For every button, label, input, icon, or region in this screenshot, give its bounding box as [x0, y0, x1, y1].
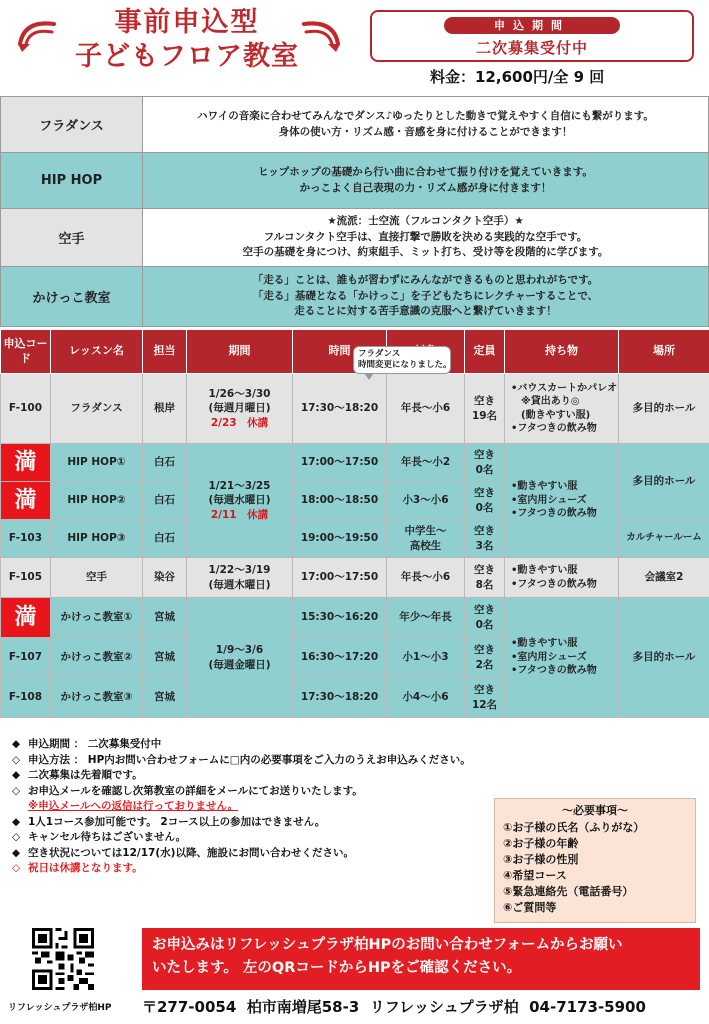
capacity-cell [465, 482, 505, 520]
item-line: •室内用シューズ [511, 651, 587, 663]
capacity-cell [465, 678, 505, 718]
note-item [12, 753, 482, 769]
required-item: ③お子様の性別 [503, 852, 579, 866]
teacher-cell: 宮城 [143, 678, 187, 718]
note-text: 申込方法 ： HP内お問い合わせフォームに□内の必要事項をご入力のうえお申込みください。 [28, 753, 471, 766]
description-line: 「走る」基礎となる「かけっこ」を子どもたちにレクチャーすることで、 [252, 289, 599, 302]
capacity-cell [465, 374, 505, 444]
title-line-1: 事前申込型 [114, 7, 260, 38]
period-weekday: (毎週月曜日) [208, 402, 271, 415]
footer-address: 〒277-0054 柏市南増尾58-3 リフレッシュプラザ柏 04-7173-5900 [142, 998, 646, 1016]
time-cell: 17:30～18:20 [293, 678, 387, 718]
notes-list [12, 737, 482, 877]
note-text: 申込期間 ： 二次募集受付中 [28, 738, 162, 750]
time-value: 17:30～18:20 [300, 402, 379, 415]
period-dates: 1/21～3/25 [208, 480, 271, 493]
time-change-callout [353, 346, 451, 374]
note-item [12, 846, 482, 862]
header-teacher: 担当 [143, 330, 187, 374]
note-text: 二次募集は先着順です。 [28, 769, 143, 782]
lesson-cell: HIP HOP① [51, 444, 143, 482]
description-row-kakekko [1, 267, 709, 327]
period-value: 二次募集受付中 [475, 39, 588, 57]
capacity-value: 19名 [471, 409, 498, 422]
full-badge: 満 [1, 482, 51, 520]
teacher-cell: 白石 [143, 520, 187, 558]
target-line: 中学生～ [404, 525, 447, 538]
description-row-hula [1, 97, 709, 153]
item-line: (動きやすい服) [511, 409, 591, 421]
diamond-bullet-icon: ◆ [12, 846, 21, 859]
time-cell: 18:00～18:50 [293, 482, 387, 520]
full-badge: 満 [1, 598, 51, 638]
class-name: フラダンス [1, 97, 143, 153]
time-cell: 17:00～17:50 [293, 444, 387, 482]
code-cell: F-100 [1, 374, 51, 444]
teacher-cell: 宮城 [143, 598, 187, 638]
capacity-label: 空き [474, 395, 495, 408]
item-line: •フタつきの飲み物 [511, 508, 597, 520]
header-items: 持ち物 [505, 330, 619, 374]
item-line: •フタつきの飲み物 [511, 578, 597, 590]
description-row-hiphop [1, 153, 709, 209]
class-name: 空手 [1, 209, 143, 267]
lesson-cell: かけっこ教室② [51, 638, 143, 678]
period-cell [187, 598, 293, 718]
teacher-cell: 白石 [143, 444, 187, 482]
holiday-note: 2/23 休講 [210, 416, 269, 429]
schedule-table [0, 329, 709, 718]
place-cell: 多目的ホール [619, 598, 709, 718]
period-dates: 1/22～3/19 [208, 564, 271, 577]
item-line: •動きやすい服 [511, 565, 578, 576]
target-cell: 小1～小3 [387, 638, 465, 678]
cta-banner [142, 928, 700, 990]
period-weekday: (毎週水曜日) [208, 494, 271, 507]
period-cell [187, 374, 293, 444]
note-item [12, 815, 482, 831]
note-text: 空き状況については12/17(水)以降、施設にお問い合わせください。 [28, 846, 354, 859]
qr-code-icon[interactable] [32, 928, 94, 990]
table-row [1, 374, 709, 444]
diamond-bullet-icon: ◆ [12, 815, 21, 828]
diamond-bullet-icon: ◆ [12, 738, 21, 750]
item-line: •フタつきの飲み物 [511, 665, 597, 677]
note-item [12, 737, 482, 753]
target-cell: 年少～年長 [387, 598, 465, 638]
item-line: •動きやすい服 [511, 481, 578, 493]
lesson-cell: 空手 [51, 558, 143, 598]
place-cell: 多目的ホール [619, 444, 709, 520]
items-cell [505, 598, 619, 718]
header-time: 時間 [293, 330, 387, 374]
note-indent [12, 799, 28, 815]
target-cell: 年長～小2 [387, 444, 465, 482]
class-name: かけっこ教室 [1, 267, 143, 327]
period-cell [187, 444, 293, 558]
description-line: ハワイの音楽に合わせてみんなでダンス♪ゆったりとした動きで覚えやすく自信にも繋がります。 [197, 109, 654, 122]
capacity-value: 0名 [475, 501, 494, 514]
capacity-cell [465, 598, 505, 638]
item-line: •フタつきの飲み物 [511, 423, 597, 434]
item-line: •動きやすい服 [511, 638, 578, 650]
code-cell: F-103 [1, 520, 51, 558]
period-label: 申込期間 [444, 17, 620, 34]
items-cell [505, 374, 619, 444]
diamond-outline-bullet-icon: ◇ [12, 784, 21, 797]
target-cell: 年長～小6 [387, 558, 465, 598]
description-line: フルコンタクト空手は、直接打撃で勝敗を決める実践的な空手です。 [263, 230, 588, 243]
time-cell: 16:30～17:20 [293, 638, 387, 678]
table-row [1, 598, 709, 638]
full-badge: 満 [1, 444, 51, 482]
note-item [12, 861, 482, 877]
callout-line: 時間変更になりました。 [358, 360, 452, 371]
description-line: 身体の使い方・リズム感・音感を身に付けることができます！ [278, 125, 573, 138]
required-item: ⑤緊急連絡先（電話番号） [503, 884, 634, 898]
class-description-table [0, 96, 709, 327]
swirl-decoration-icon [298, 14, 344, 52]
capacity-label: 空き [474, 487, 495, 500]
period-cell [187, 558, 293, 598]
teacher-cell: 白石 [143, 482, 187, 520]
note-item [12, 768, 482, 784]
qr-label: リフレッシュプラザ柏HP [8, 1003, 112, 1013]
capacity-value: 8名 [475, 578, 494, 591]
class-description [143, 153, 709, 209]
holiday-note: 2/11 休講 [210, 508, 269, 521]
lesson-cell: かけっこ教室③ [51, 678, 143, 718]
class-name: HIP HOP [1, 153, 143, 209]
place-cell: 多目的ホール [619, 374, 709, 444]
page-title [72, 6, 302, 74]
diamond-outline-bullet-icon: ◇ [12, 753, 21, 766]
description-line: ヒップホップの基礎から行い曲に合わせて振り付けを覚えていきます。 [258, 165, 593, 178]
item-line: •バウスカートかパレオ [511, 382, 618, 394]
diamond-outline-bullet-icon: ◇ [12, 862, 21, 875]
capacity-value: 2名 [475, 658, 494, 671]
table-row [1, 444, 709, 482]
time-cell: 19:00～19:50 [293, 520, 387, 558]
lesson-cell: フラダンス [51, 374, 143, 444]
capacity-label: 空き [474, 449, 495, 462]
target-line: 高校生 [409, 539, 442, 552]
target-cell: 小3～小6 [387, 482, 465, 520]
note-text: 1人1コース参加可能です。 2コース以上の参加はできません。 [28, 815, 326, 828]
capacity-value: 0名 [475, 463, 494, 476]
place-cell: 会議室2 [619, 558, 709, 598]
place-cell: カルチャールーム [619, 520, 709, 558]
cta-line: いたします。 左のQRコードからHPをご確認ください。 [152, 960, 522, 977]
note-item [12, 784, 482, 800]
required-item: ⑥ご質問等 [503, 900, 557, 914]
application-period-box [370, 10, 694, 62]
lesson-cell: HIP HOP③ [51, 520, 143, 558]
header-code: 申込コード [1, 330, 51, 374]
required-item: ②お子様の年齢 [503, 836, 579, 850]
header-capacity: 定員 [465, 330, 505, 374]
description-line: 空手の基礎を身につけ、約束組手、ミット打ち、受け等を段階的に学びます。 [242, 246, 609, 259]
title-line-2: 子どもフロア教室 [75, 40, 299, 72]
capacity-label: 空き [474, 564, 495, 577]
capacity-cell [465, 444, 505, 482]
note-warning-text: ※申込メールへの返信は行っておりません。 [28, 800, 239, 813]
header-place: 場所 [619, 330, 709, 374]
capacity-label: 空き [474, 684, 495, 697]
swirl-decoration-icon [14, 14, 60, 52]
note-item [12, 799, 482, 815]
required-item: ④希望コース [503, 868, 567, 882]
callout-line: フラダンス [358, 349, 401, 359]
note-item [12, 830, 482, 846]
fee-text: 料金：12,600円/全 9 回 [430, 68, 605, 86]
cta-line: お申込みはリフレッシュプラザ柏HPのお問い合わせフォームからお願い [152, 937, 623, 953]
period-dates: 1/26～3/30 [208, 388, 271, 401]
class-description [143, 97, 709, 153]
item-line: ※貸出あり◎ [511, 396, 580, 407]
capacity-label: 空き [474, 644, 495, 657]
header [0, 0, 709, 96]
period-weekday: (毎週金曜日) [208, 658, 271, 671]
table-row [1, 558, 709, 598]
capacity-label: 空き [474, 604, 495, 617]
note-text: お申込メールを確認し次第教室の詳細をメールにてお送りいたします。 [28, 784, 363, 797]
header-period: 期間 [187, 330, 293, 374]
capacity-cell [465, 638, 505, 678]
period-dates: 1/9～3/6 [215, 644, 264, 657]
description-row-karate [1, 209, 709, 267]
target-cell [387, 520, 465, 558]
teacher-cell: 根岸 [143, 374, 187, 444]
description-line: 「走る」ことは、誰もが習わずにみんなができるものと思われがちです。 [252, 273, 599, 286]
item-line: •室内用シューズ [511, 494, 587, 506]
capacity-cell [465, 558, 505, 598]
note-text: キャンセル待ちはございません。 [28, 831, 187, 844]
description-line: ★流派：士空流（フルコンタクト空手）★ [327, 214, 524, 227]
description-line: 走ることに対する苦手意識の克服へと繋げていきます！ [294, 305, 557, 318]
required-items-box [494, 798, 696, 923]
target-cell: 小4～小6 [387, 678, 465, 718]
diamond-bullet-icon: ◆ [12, 769, 21, 782]
capacity-value: 0名 [475, 618, 494, 631]
teacher-cell: 染谷 [143, 558, 187, 598]
code-cell: F-108 [1, 678, 51, 718]
period-weekday: (毎週木曜日) [208, 578, 271, 591]
target-cell: 年長～小6 [387, 374, 465, 444]
items-cell [505, 444, 619, 558]
time-cell: 15:30～16:20 [293, 598, 387, 638]
teacher-cell: 宮城 [143, 638, 187, 678]
code-cell: F-107 [1, 638, 51, 678]
time-cell: 17:00～17:50 [293, 558, 387, 598]
capacity-cell [465, 520, 505, 558]
lesson-cell: かけっこ教室① [51, 598, 143, 638]
capacity-value: 3名 [475, 539, 494, 552]
code-cell: F-105 [1, 558, 51, 598]
capacity-label: 空き [474, 525, 495, 538]
items-cell [505, 558, 619, 598]
required-items-title: ～必要事項～ [562, 804, 628, 817]
class-description [143, 267, 709, 327]
required-item: ①お子様の氏名（ふりがな） [503, 820, 645, 834]
class-description [143, 209, 709, 267]
capacity-value: 12名 [471, 698, 498, 711]
lesson-cell: HIP HOP② [51, 482, 143, 520]
description-line: かっこよく自己表現の力・リズム感が身に付きます！ [299, 181, 552, 194]
note-text: 祝日は休講となります。 [28, 862, 143, 875]
header-lesson: レッスン名 [51, 330, 143, 374]
diamond-outline-bullet-icon: ◇ [12, 831, 21, 844]
